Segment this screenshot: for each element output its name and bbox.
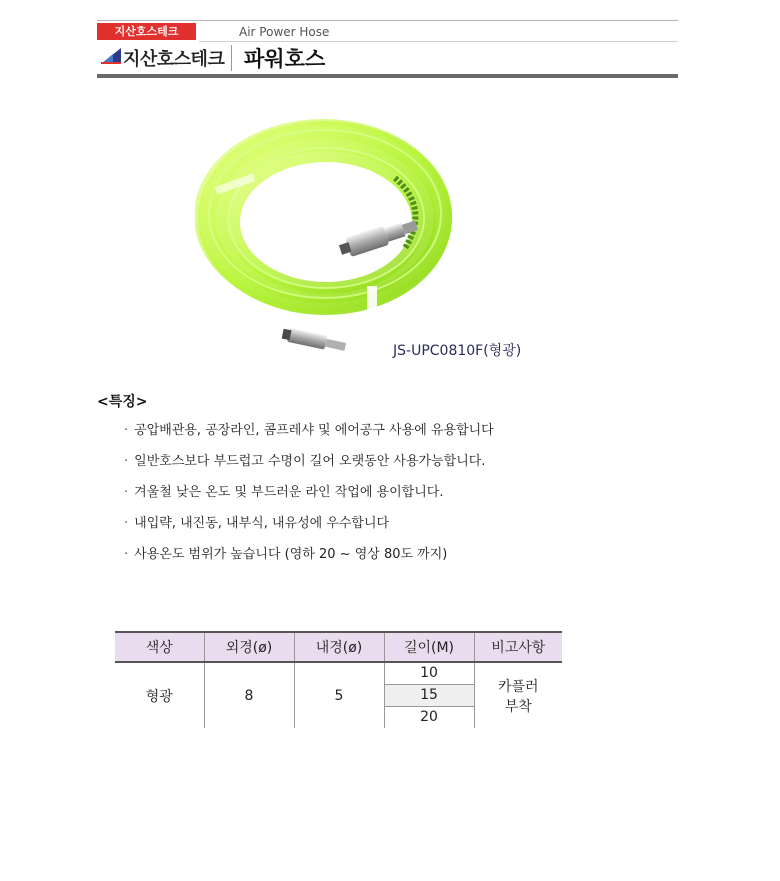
header-subtitle: Air Power Hose xyxy=(239,25,330,39)
list-item: · 겨울철 낮은 온도 및 부드러운 라인 작업에 용이합니다. xyxy=(124,485,444,500)
feature-text: 사용온도 범위가 높습니다 (영하 20 ~ 영상 80도 까지) xyxy=(134,547,448,562)
cell-lengths xyxy=(384,662,474,728)
cell-note xyxy=(474,662,562,728)
header-color: 색상 xyxy=(115,632,204,662)
feature-text: 내입략, 내진동, 내부식, 내유성에 우수합니다 xyxy=(134,516,390,531)
note-line: 부착 xyxy=(504,698,532,715)
spec-table xyxy=(115,631,562,728)
header-top-line xyxy=(97,20,678,21)
length-option: 10 xyxy=(385,663,474,685)
cell-color: 형광 xyxy=(115,662,204,728)
page-header xyxy=(97,20,678,78)
list-item: · 내입략, 내진동, 내부식, 내유성에 우수합니다 xyxy=(124,516,390,531)
company-logo-text: 지산호스테크 xyxy=(123,49,225,70)
cell-outer-diameter: 8 xyxy=(204,662,294,728)
note-line: 카플러 xyxy=(497,678,539,695)
table-row xyxy=(115,662,562,728)
header-separator xyxy=(231,45,232,71)
header-inner-diameter: 내경(ø) xyxy=(294,632,384,662)
features-list xyxy=(124,422,494,577)
list-item: · 일반호스보다 부드럽고 수명이 길어 오랫동안 사용가능합니다. xyxy=(124,454,486,469)
header-outer-diameter: 외경(ø) xyxy=(204,632,294,662)
list-item: · 사용온도 범위가 높습니다 (영하 20 ~ 영상 80도 까지) xyxy=(124,547,448,562)
length-option: 20 xyxy=(420,709,438,725)
table-header-row xyxy=(115,632,562,662)
features-title: <특징> xyxy=(97,394,148,410)
header-note: 비고사항 xyxy=(474,632,562,662)
feature-text: 공압배관용, 공장라인, 콤프레샤 및 에어공구 사용에 유용합니다 xyxy=(134,423,494,438)
brand-tag: 지산호스테크 xyxy=(97,23,196,40)
feature-text: 일반호스보다 부드럽고 수명이 길어 오랫동안 사용가능합니다. xyxy=(134,454,486,469)
header-bottom-rule xyxy=(97,74,678,78)
air-hose-product-image xyxy=(195,118,475,358)
list-item: · 공압배관용, 공장라인, 콤프레샤 및 에어공구 사용에 유용합니다 xyxy=(124,423,494,438)
cell-inner-diameter: 5 xyxy=(294,662,384,728)
header-length: 길이(M) xyxy=(384,632,474,662)
company-logo-icon xyxy=(101,48,121,64)
product-model-label: JS-UPC0810F(형광) xyxy=(393,343,522,359)
feature-text: 겨울철 낮은 온도 및 부드러운 라인 작업에 용이합니다. xyxy=(134,485,444,500)
length-option: 15 xyxy=(385,685,474,707)
header-mid-line xyxy=(199,41,678,42)
page-title: 파워호스 xyxy=(244,47,326,71)
